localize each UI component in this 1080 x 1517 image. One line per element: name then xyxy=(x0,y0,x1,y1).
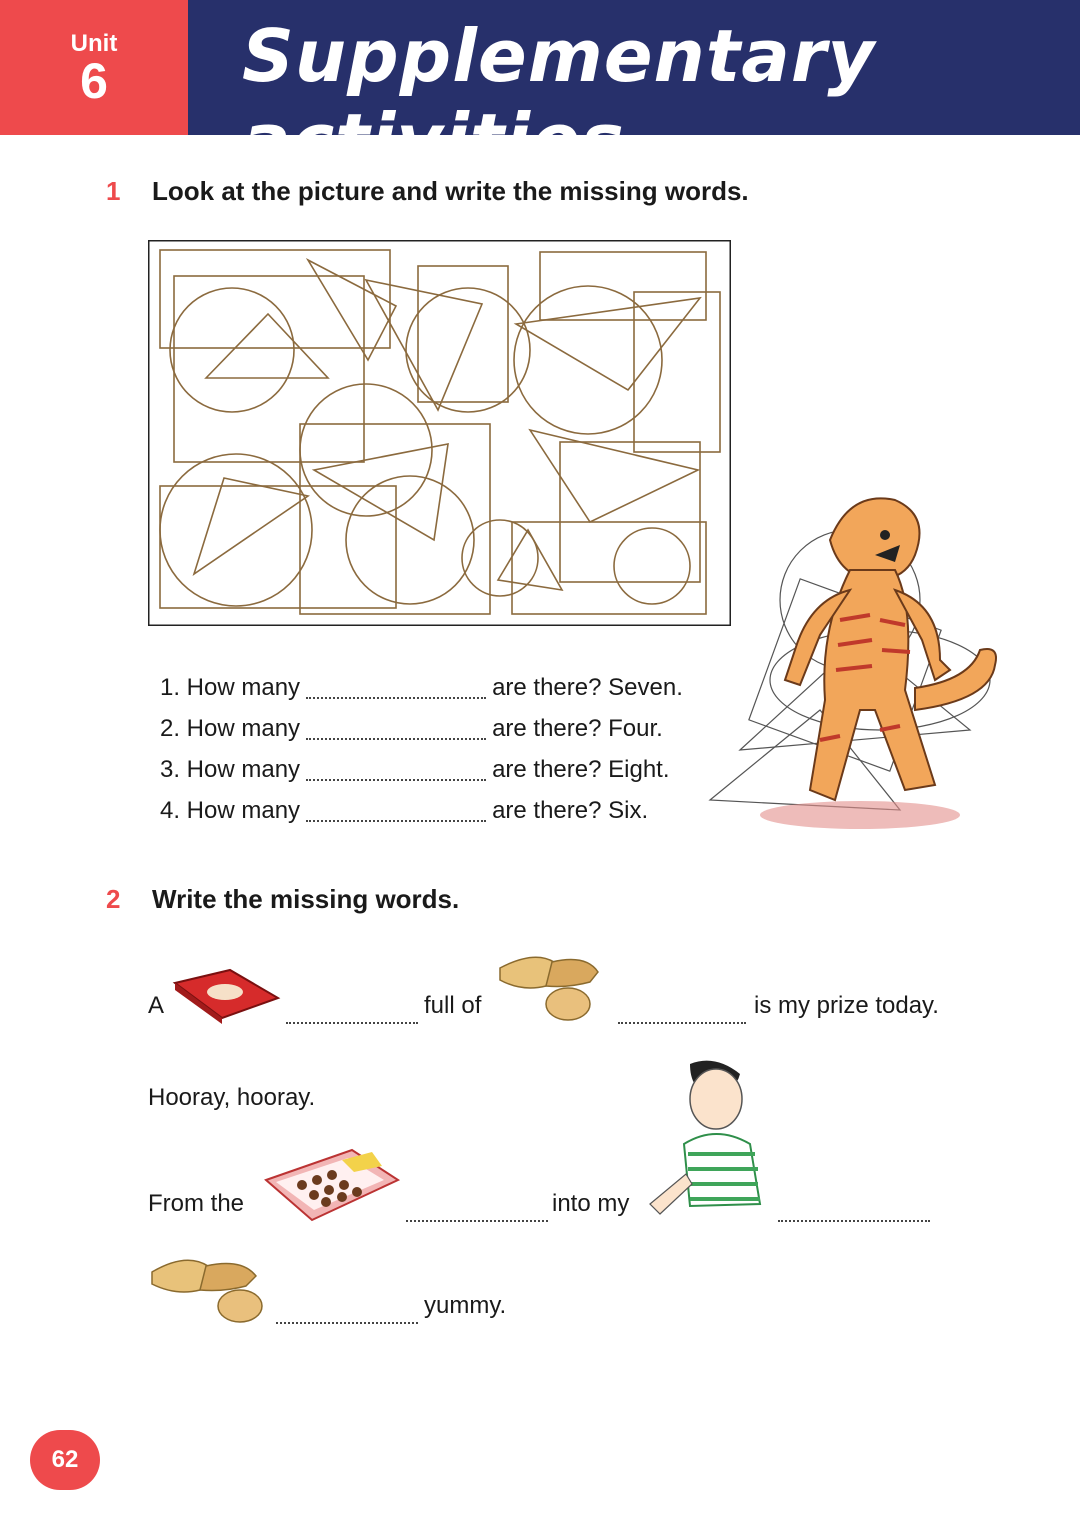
word-from-the: From the xyxy=(148,1190,245,1217)
unit-number: 6 xyxy=(80,53,108,109)
answer-blank[interactable] xyxy=(618,1020,746,1024)
answer-blank[interactable] xyxy=(306,679,486,699)
shapes-picture xyxy=(148,240,731,626)
tiger-illustration xyxy=(700,430,1030,830)
page-header xyxy=(0,0,1080,182)
question-suffix: are there? Four. xyxy=(492,715,663,742)
answer-blank[interactable] xyxy=(406,1218,548,1222)
answer-blank[interactable] xyxy=(276,1320,418,1324)
exercise-1-number: 1 xyxy=(106,176,121,206)
unit-label: Unit xyxy=(70,30,118,57)
question-prefix: 4. How many xyxy=(160,797,301,824)
exercise-2-instruction: Write the missing words. xyxy=(152,884,460,914)
question-2 xyxy=(160,715,663,743)
hooray-line: Hooray, hooray. xyxy=(148,1084,316,1111)
question-suffix: are there? Six. xyxy=(492,797,649,824)
book-picture xyxy=(170,968,282,1028)
word-yummy: yummy. xyxy=(424,1292,507,1319)
answer-blank[interactable] xyxy=(306,761,486,781)
question-4 xyxy=(160,797,648,825)
exercise-2-number: 2 xyxy=(106,884,121,914)
answer-blank[interactable] xyxy=(286,1020,418,1024)
answer-blank[interactable] xyxy=(306,720,486,740)
question-prefix: 3. How many xyxy=(160,756,301,783)
boy-picture xyxy=(640,1054,780,1224)
line1-end: is my prize today. xyxy=(754,992,939,1019)
biscuits-picture-2 xyxy=(146,1246,266,1326)
exercise-1-instruction: Look at the picture and write the missing words. xyxy=(152,176,749,206)
word-a: A xyxy=(148,992,165,1019)
question-prefix: 2. How many xyxy=(160,715,301,742)
question-3 xyxy=(160,756,670,784)
exercise-1-heading xyxy=(106,176,749,207)
question-suffix: are there? Eight. xyxy=(492,756,670,783)
chocolate-box-picture xyxy=(262,1140,402,1230)
question-prefix: 1. How many xyxy=(160,674,301,701)
question-suffix: are there? Seven. xyxy=(492,674,683,701)
exercise-2-heading xyxy=(106,884,459,915)
word-into-my: into my xyxy=(552,1190,630,1217)
title-bar xyxy=(188,0,1080,182)
page-title: Supplementary activities xyxy=(242,14,876,182)
question-1 xyxy=(160,674,683,702)
answer-blank[interactable] xyxy=(306,802,486,822)
answer-blank[interactable] xyxy=(778,1218,930,1222)
unit-badge xyxy=(0,0,188,135)
biscuits-picture xyxy=(494,946,604,1026)
word-full-of: full of xyxy=(424,992,482,1019)
page-number: 62 xyxy=(30,1430,100,1490)
